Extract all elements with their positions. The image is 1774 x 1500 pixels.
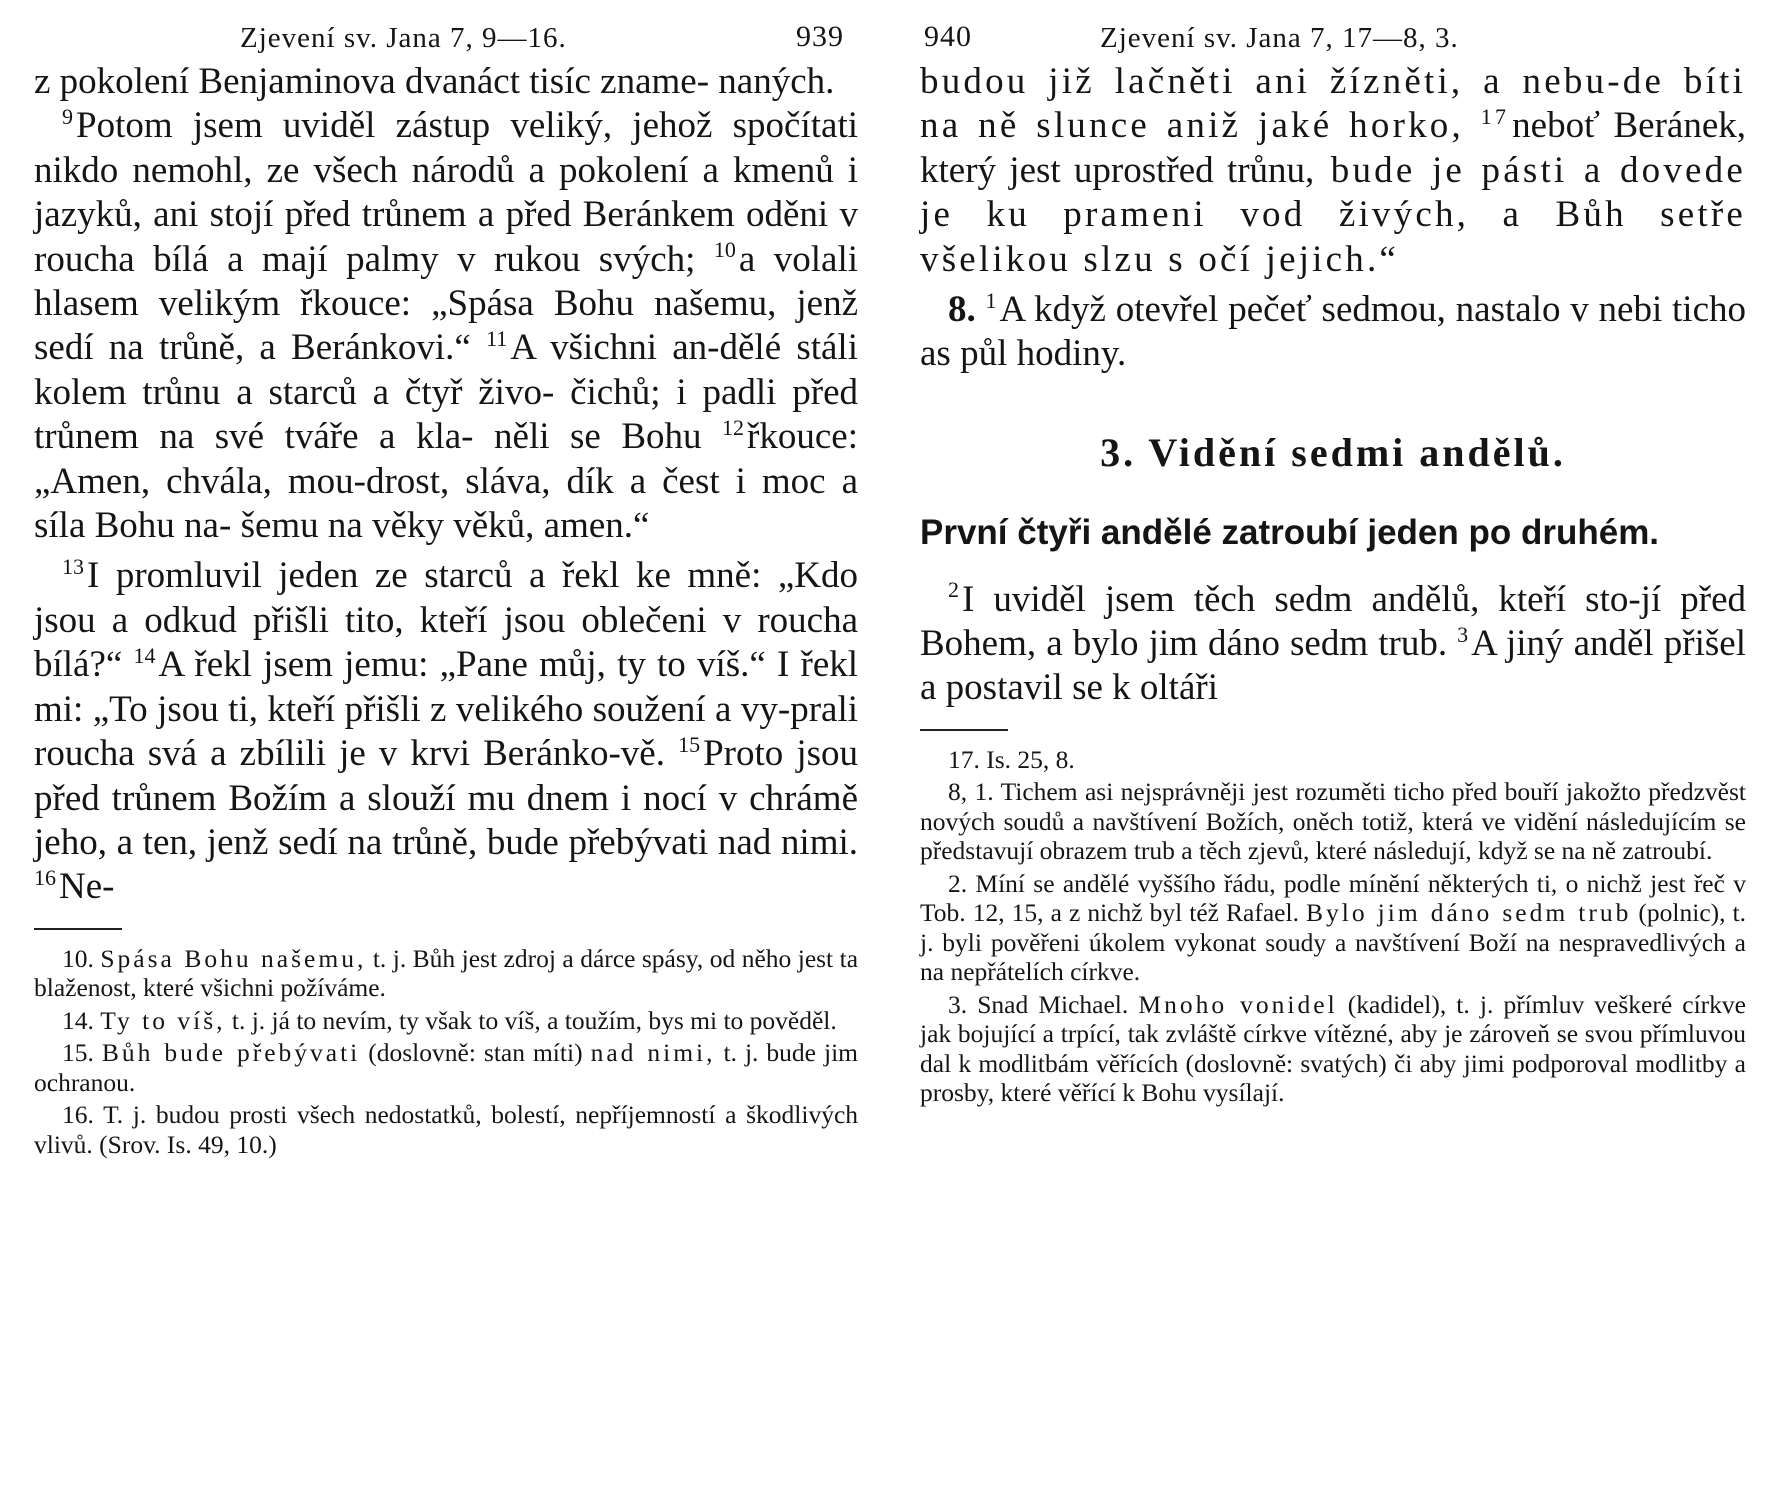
running-head: Zjevení sv. Jana 7, 17—8, 3. <box>1100 22 1459 54</box>
section-heading: 3. Vidění sedmi andělů. <box>1100 429 1566 475</box>
verse-number: 15 <box>678 731 701 757</box>
right-body-text <box>920 60 1746 711</box>
body-line: z pokolení Benjaminova dvanáct tisíc zname- naných. <box>34 61 835 102</box>
verse-number: 3 <box>1457 621 1469 647</box>
verse-number: 16 <box>34 864 56 890</box>
body-paragraph: $^{13}$I promluvil jeden ze starců a řekl ke mně: „Kdo jsou a odkud přišli tito, kteří jsou oblečeni v roucha bílá?“ $^{14}$A řekl jsem jemu: „Pane můj, ty to víš.“ I řekl mi: „To jsou ti, kteří přišli z velikého soužení a vy-prali roucha svá a zbílili je v krvi Beránko-vě. $^{15}$Proto jsou před trůnem Božím a slouží mu dnem i nocí v chrámě jeho, a ten, jenž sedí na trůně, bude přebývati nad nimi. $^{16}$Ne- <box>34 554 859 908</box>
body-paragraph: $^9$Potom jsem uviděl zástup veliký, jehož spočítati nikdo nemohl, ze všech národů a pokolení a kmenů i jazyků, ani stojí před trůnem a před Beránkem oděni v roucha bílá a mají palmy v rukou svých; $^{10}$a volali hlasem velikým řkouce: „Spása Bohu našemu, jenž sedí na trůně, a Beránkovi.“ $^{11}$A všichni an-dělé stáli kolem trůnu a starců a čtyř živo- čichů; i padli před trůnem na své tváře a kla- něli se Bohu $^{12}$řkouce: „Amen, chvála, mou-drost, sláva, dík a čest i moc a síla Bohu na- šemu na věky věků, amen.“ <box>34 104 859 547</box>
left-page <box>34 0 858 1500</box>
verse-number: 2 <box>948 577 959 603</box>
footnote: 16. T. j. budou prosti všech nedostatků, bolestí, nepříjemností a škodlivých vlivů. (Srov. Is. 49, 10.) <box>34 1100 859 1159</box>
chapter-number: 8. <box>948 289 976 331</box>
verse-number: 17 <box>1480 104 1510 130</box>
running-head: Zjevení sv. Jana 7, 9—16. <box>240 22 567 54</box>
body-paragraph: $^2$I uviděl jsem těch sedm andělů, kteří sto-jí před Bohem, a bylo jim dáno sedm trub. $^3$A jiný anděl přišel a postavil se k oltáři <box>920 577 1746 709</box>
verse-number: 12 <box>722 414 745 440</box>
left-page-header <box>34 0 858 60</box>
footnote: 2. Míní se andělé vyššího řádu, podle mínění některých ti, o nichž jest řeč v Tob. 12, 15, a z nichž byl též Rafael. Bylo jim dáno sedm trub (polnic), t. j. byli pověřeni úkolem vykonat soudy a navštívení Boží na nespravedlivých a na nepřátelích církve. <box>920 868 1747 987</box>
verse-number: 13 <box>62 554 84 580</box>
verse-number: 11 <box>486 326 508 352</box>
right-page <box>920 0 1746 1500</box>
body-paragraph: 8. $^1$A když otevřel pečeť sedmou, nastalo v nebi ticho as půl hodiny. <box>920 287 1747 375</box>
footnote-divider <box>34 928 122 930</box>
right-page-header <box>920 0 1746 60</box>
footnote: 14. Ty to víš, t. j. já to nevím, ty však to víš, a toužím, bys mi to pověděl. <box>62 1005 837 1035</box>
section-subheading: První čtyři andělé zatroubí jeden po druhém. <box>920 513 1660 553</box>
verse-number: 9 <box>62 104 73 130</box>
left-body-text <box>34 60 858 910</box>
page-number: 940 <box>924 20 972 53</box>
body-paragraph: budou již lačněti ani žízněti, a nebu-de bíti na ně slunce aniž jaké horko, $^{17}$neboť Beránek, který jest uprostřed trůnu, bude je pásti a dovede je ku prameni vod živých, a Bůh setře všelikou slzu s očí jejich.“ <box>920 61 1747 280</box>
footnote: 15. Bůh bude přebývati (doslovně: stan míti) nad nimi, t. j. bude jim ochranou. <box>34 1038 859 1097</box>
footnote: 3. Snad Michael. Mnoho vonidel (kadidel), t. j. přímluv veškeré církve jak bojující a trpící, tak zvláště církve vítězné, aby je zároveň se svou přímluvou dal k modlitbám věřících (doslovně: svatých) či aby jimi podporoval modlitby a prosby, které věřící k Bohu vysílají. <box>920 989 1746 1108</box>
footnote-divider <box>920 729 1008 731</box>
verse-number: 10 <box>713 237 736 263</box>
page-number: 939 <box>796 20 844 53</box>
verse-number: 1 <box>985 287 997 313</box>
verse-number: 14 <box>133 642 156 668</box>
footnote: 17. Is. 25, 8. <box>948 744 1075 774</box>
footnote: 8, 1. Tichem asi nejsprávněji jest rozuměti ticho před bouří jakožto předzvěst nových soudů a navštívení Božích, oněch totiž, která ve vidění následujícím se představují obrazem trub a těch zjevů, které následují, když se na ně zatroubí. <box>920 777 1746 866</box>
right-footnotes <box>920 745 1746 1108</box>
left-footnotes <box>34 944 858 1160</box>
footnote: 10. Spása Bohu našemu, t. j. Bůh jest zdroj a dárce spásy, od něho jest ta blaženost, které všichni požíváme. <box>34 943 859 1003</box>
